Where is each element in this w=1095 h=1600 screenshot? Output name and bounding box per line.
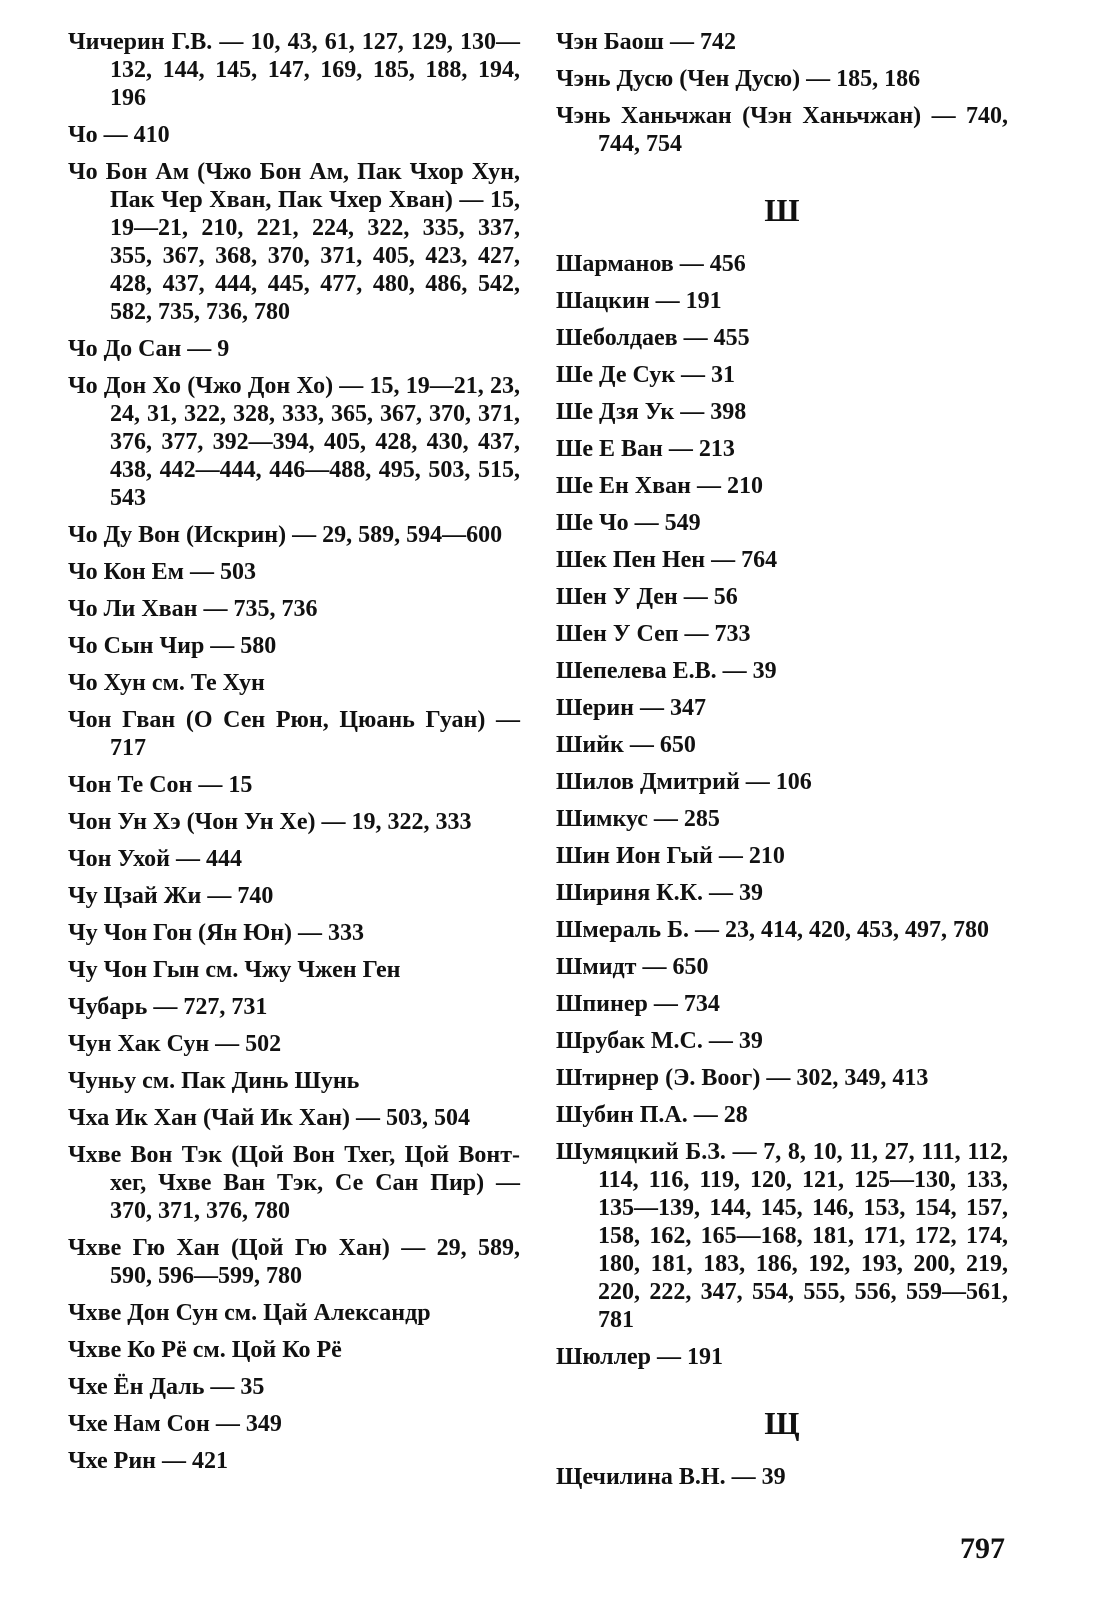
index-entry: Чу Цзай Жи — 740 bbox=[68, 883, 274, 909]
index-entry: Шепелева Е.В. — 39 bbox=[556, 658, 777, 684]
index-entry: Шпинер — 734 bbox=[556, 991, 720, 1017]
index-entry: Чхве Дон Сун см. Цай Александр bbox=[68, 1300, 431, 1326]
index-entry: Чо Хун см. Те Хун bbox=[68, 670, 265, 696]
section-heading-shcha: Щ bbox=[764, 1405, 800, 1441]
index-entry: Чубарь — 727, 731 bbox=[68, 994, 268, 1020]
index-entry: Шийк — 650 bbox=[556, 732, 696, 758]
index-entry: Чон Те Сон — 15 bbox=[68, 772, 253, 798]
index-entry: Шмераль Б. — 23, 414, 420, 453, 497, 780 bbox=[556, 917, 989, 943]
index-entry: Чо Дон Хо (Чжо Дон Хо) — 15, 19—21, 23, 24, 31, 322, 328, 333, 365, 367, 370, 371, 376, 377, 392—394, 405, 428, 430, 437, 438, 442—444, 446—488, 495, 503, 515, 543 bbox=[68, 373, 520, 511]
index-entry: Ше Дзя Ук — 398 bbox=[556, 399, 747, 425]
index-entry: Чо Ду Вон (Искрин) — 29, 589, 594—600 bbox=[68, 522, 503, 548]
index-entry: Шубин П.А. — 28 bbox=[556, 1102, 748, 1128]
index-entry: Чэн Баош — 742 bbox=[556, 29, 736, 55]
index-entry: Шацкин — 191 bbox=[556, 288, 722, 314]
index-entry: Чо Ли Хван — 735, 736 bbox=[68, 596, 318, 622]
index-entry: Шеболдаев — 455 bbox=[556, 325, 750, 351]
index-entry: Шен У Ден — 56 bbox=[556, 584, 738, 610]
index-entry: Чу Чон Гон (Ян Юн) — 333 bbox=[68, 920, 365, 946]
index-entry: Шириня К.К. — 39 bbox=[556, 880, 763, 906]
index-entry: Чо Сын Чир — 580 bbox=[68, 633, 277, 659]
index-entry: Чон Ун Хэ (Чон Ун Хе) — 19, 322, 333 bbox=[68, 809, 472, 835]
index-entry: Чхве Гю Хан (Цой Гю Хан) — 29, 589, 590, 596—599, 780 bbox=[68, 1235, 520, 1289]
index-entry: Щечилина В.Н. — 39 bbox=[556, 1464, 786, 1490]
index-entry: Чичерин Г.В. — 10, 43, 61, 127, 129, 130—132, 144, 145, 147, 169, 185, 188, 194, 196 bbox=[68, 29, 520, 111]
index-entry: Чо — 410 bbox=[68, 122, 170, 148]
index-entry: Чо Бон Ам (Чжо Бон Ам, Пак Чхор Хун, Пак Чер Хван, Пак Чхер Хван) — 15, 19—21, 210, 221, 224, 322, 335, 337, 355, 367, 368, 370, 371, 405, 423, 427, 428, 437, 444, 445, 477, 480, 486, 542, 582, 735, 736, 780 bbox=[68, 159, 520, 325]
index-entry: Чхе Рин — 421 bbox=[68, 1448, 228, 1474]
index-entry: Чэнь Ханьчжан (Чэн Ханьчжан) — 740, 744, 754 bbox=[556, 103, 1008, 157]
index-right-column bbox=[556, 28, 1008, 1500]
index-entry: Чха Ик Хан (Чай Ик Хан) — 503, 504 bbox=[68, 1105, 471, 1131]
index-entry: Чо Кон Ем — 503 bbox=[68, 559, 257, 585]
index-entry: Шин Ион Гый — 210 bbox=[556, 843, 785, 869]
index-entry: Чон Ухой — 444 bbox=[68, 846, 242, 872]
index-entry: Чуньу см. Пак Динь Шунь bbox=[68, 1068, 360, 1094]
index-entry: Шилов Дмитрий — 106 bbox=[556, 769, 812, 795]
index-entry: Шюллер — 191 bbox=[556, 1344, 724, 1370]
index-entry: Чхе Ён Даль — 35 bbox=[68, 1374, 265, 1400]
index-entry: Чэнь Дусю (Чен Дусю) — 185, 186 bbox=[556, 66, 921, 92]
index-entry: Чу Чон Гын см. Чжу Чжен Ген bbox=[68, 957, 401, 983]
index-entry: Чхве Ко Рё см. Цой Ко Рё bbox=[68, 1337, 342, 1363]
section-heading-sha: Ш bbox=[764, 192, 800, 228]
index-entry: Шек Пен Нен — 764 bbox=[556, 547, 778, 573]
index-entry: Чо До Сан — 9 bbox=[68, 336, 230, 362]
index-entry: Шарманов — 456 bbox=[556, 251, 746, 277]
index-left-column bbox=[68, 28, 520, 1484]
index-entry: Шимкус — 285 bbox=[556, 806, 720, 832]
index-entry: Чон Гван (О Сен Рюн, Цюань Гуан) — 717 bbox=[68, 707, 520, 761]
index-entry: Чхве Вон Тэк (Цой Вон Тхег, Цой Вонт-хег, Чхве Ван Тэк, Се Сан Пир) — 370, 371, 376, 780 bbox=[68, 1142, 520, 1224]
index-entry: Шумяцкий Б.З. — 7, 8, 10, 11, 27, 111, 112, 114, 116, 119, 120, 121, 125—130, 133, 135—139, 144, 145, 146, 153, 154, 157, 158, 162, 165—168, 181, 171, 172, 174, 180, 181, 183, 186, 192, 193, 200, 219, 220, 222, 347, 554, 555, 556, 559—561, 781 bbox=[556, 1139, 1008, 1333]
index-entry: Шерин — 347 bbox=[556, 695, 707, 721]
index-entry: Шмидт — 650 bbox=[556, 954, 709, 980]
index-entry: Чхе Нам Сон — 349 bbox=[68, 1411, 282, 1437]
index-entry: Ше Е Ван — 213 bbox=[556, 436, 735, 462]
index-entry: Ше Ен Хван — 210 bbox=[556, 473, 763, 499]
page-number: 797 bbox=[960, 1532, 1005, 1565]
index-entry: Ше Де Сук — 31 bbox=[556, 362, 736, 388]
index-entry: Шрубак М.С. — 39 bbox=[556, 1028, 763, 1054]
index-entry: Штирнер (Э. Воог) — 302, 349, 413 bbox=[556, 1065, 929, 1091]
index-entry: Ше Чо — 549 bbox=[556, 510, 701, 536]
index-entry: Чун Хак Сун — 502 bbox=[68, 1031, 282, 1057]
index-entry: Шен У Сеп — 733 bbox=[556, 621, 751, 647]
